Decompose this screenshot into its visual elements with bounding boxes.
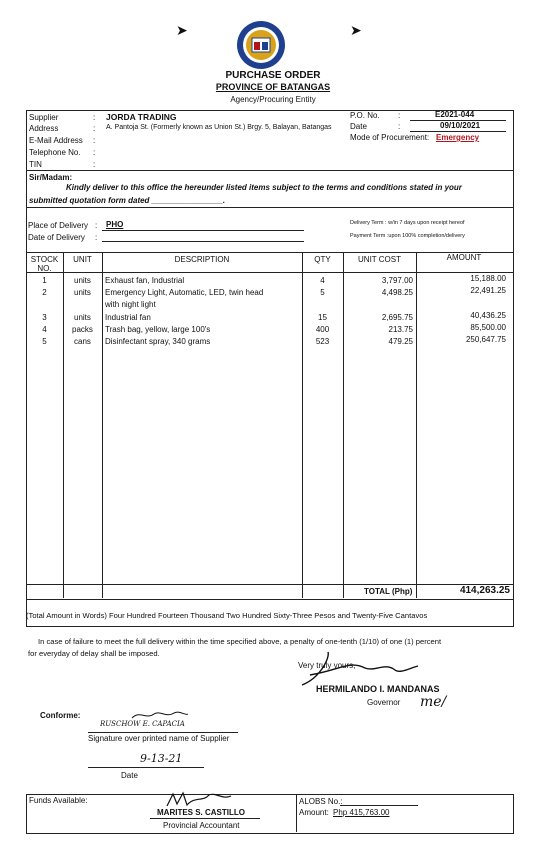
cell-qty: 4 (320, 276, 325, 285)
place-of-delivery-label: Place of Delivery (28, 221, 89, 230)
cell-description: Emergency Light, Automatic, LED, twin head (105, 288, 264, 297)
cell-unit-cost: 2,695.75 (381, 313, 413, 322)
mode-label: Mode of Procurement: (350, 133, 430, 142)
th-unit: UNIT (73, 255, 92, 264)
colon: : (93, 124, 96, 133)
conforme-date-value: 9-13-21 (140, 752, 183, 765)
po-number: E2021-044 (435, 110, 475, 119)
cell-qty: 15 (318, 313, 327, 322)
instruction-line-1: Kindly deliver to this office the hereunder listed items subject to the terms and conditions stated in your (66, 183, 462, 192)
delivery-term-label: Delivery Term (350, 220, 384, 226)
penalty-line-2: for everyday of delay shall be imposed. (28, 649, 160, 658)
po-date: 09/10/2021 (440, 121, 481, 130)
divider (26, 170, 513, 171)
colon: : (95, 221, 98, 230)
cell-unit: packs (72, 325, 93, 334)
colon: : (93, 160, 96, 169)
divider (26, 207, 513, 208)
colon: : (398, 122, 401, 131)
cell-qty: 523 (315, 337, 330, 346)
th-amount: AMOUNT (446, 253, 482, 262)
supplier-signature-line (88, 732, 238, 733)
delivery-term-value: w/in 7 days upon receipt hereof (388, 220, 465, 226)
footer-divider (296, 794, 297, 832)
col-line (63, 252, 64, 598)
amount-in-words: (Total Amount in Words) Four Hundred Fourteen Thousand Two Hundred Sixty-Three Pesos and Twenty-Five Cantavos (26, 611, 428, 620)
email-label: E-Mail Address (29, 136, 83, 145)
date-underline (410, 131, 506, 132)
delivery-date-underline (102, 241, 304, 242)
supplier-label: Supplier (29, 113, 59, 122)
po-label: P.O. No. (350, 111, 380, 120)
total-value: 414,263.25 (459, 585, 510, 596)
cell-unit-cost: 479.25 (388, 337, 413, 346)
supplier-signature-name: RUSCHOW E. CAPACIA (100, 720, 185, 728)
cell-unit: units (74, 288, 91, 297)
governor-title: Governor (367, 698, 401, 707)
cell-description: Industrial fan (105, 313, 151, 322)
place-underline (102, 230, 304, 231)
cell-unit-cost: 3,797.00 (381, 276, 413, 285)
date-of-delivery-label: Date of Delivery (28, 233, 85, 242)
cell-unit: cans (74, 337, 91, 346)
governor-name: HERMILANDO I. MANDANAS (316, 684, 440, 694)
amount-value: Php 415,763.00 (333, 808, 390, 817)
tin-label: TIN (29, 160, 42, 169)
accountant-title: Provincial Accountant (163, 821, 240, 830)
alobs-line (340, 805, 418, 806)
province-seal (236, 20, 286, 70)
conforme-date-caption: Date (121, 771, 138, 780)
col-line (302, 252, 303, 598)
th-unit-cost: UNIT COST (358, 255, 401, 264)
cell-amount: 22,491.25 (470, 286, 506, 295)
decorative-mark-right: ➤ (350, 22, 362, 38)
decorative-mark-left: ➤ (176, 22, 188, 38)
amount-label: Amount: (299, 808, 329, 817)
cell-amount: 40,436.25 (470, 311, 506, 320)
conforme-date-line (88, 767, 204, 768)
col-line (343, 252, 344, 598)
cell-unit: units (74, 276, 91, 285)
colon: : (398, 111, 401, 120)
cell-stock-no: 3 (42, 313, 47, 322)
colon: : (93, 136, 96, 145)
payment-term-value: upon 100% completion/delivery (388, 233, 465, 239)
footer-box (26, 794, 514, 834)
funds-available-label: Funds Available: (29, 796, 88, 805)
cell-amount: 15,188.00 (470, 274, 506, 283)
payment-term: Payment Term :upon 100% completion/delivery (350, 233, 465, 239)
address-value: A. Pantoja St. (Formerly known as Union St.) Brgy. 5, Balayan, Batangas (106, 124, 332, 131)
cell-description: Disinfectant spray, 340 grams (105, 337, 211, 346)
cell-description: Trash bag, yellow, large 100's (105, 325, 211, 334)
payment-term-label: Payment Term (350, 233, 386, 239)
cell-unit-cost: 4,498.25 (381, 288, 413, 297)
colon: : (95, 233, 98, 242)
mode-value: Emergency (436, 133, 480, 142)
alobs-label: ALOBS No.: (299, 797, 343, 806)
colon: : (93, 113, 96, 122)
col-line (416, 252, 417, 598)
colon: : (93, 148, 96, 157)
cell-stock-no: 5 (42, 337, 47, 346)
telephone-label: Telephone No. (29, 148, 81, 157)
cell-stock-no: 1 (42, 276, 47, 285)
cell-unit-cost: 213.75 (388, 325, 413, 334)
cell-unit: units (74, 313, 91, 322)
instruction-line-2: submitted quotation form dated ________________. (29, 196, 226, 205)
supplier-signature-caption: Signature over printed name of Supplier (88, 734, 230, 743)
supplier-signature (130, 708, 190, 722)
po-date-label: Date (350, 122, 367, 131)
province-name: PROVINCE OF BATANGAS (215, 82, 331, 92)
table-header-bottom (26, 272, 513, 273)
cell-description-cont: with night light (105, 300, 156, 309)
closing: Very truly yours, (298, 661, 356, 670)
cell-qty: 5 (320, 288, 325, 297)
place-of-delivery-value: PHO (106, 220, 124, 229)
total-label: TOTAL (Php) (364, 587, 413, 596)
col-line (102, 252, 103, 598)
salutation: Sir/Madam: (29, 173, 73, 182)
cell-stock-no: 4 (42, 325, 47, 334)
initials-mark: me/ (420, 694, 447, 710)
delivery-term: Delivery Term : w/in 7 days upon receipt hereof (350, 220, 465, 226)
supplier-name: JORDA TRADING (106, 112, 177, 122)
cell-description: Exhaust fan, Industrial (105, 276, 185, 285)
conforme-label: Conforme: (40, 711, 81, 720)
accountant-name: MARITES S. CASTILLO (157, 808, 245, 817)
cell-qty: 400 (315, 325, 330, 334)
accountant-line (150, 818, 260, 819)
th-description: DESCRIPTION (174, 255, 230, 264)
cell-stock-no: 2 (42, 288, 47, 297)
page-title: PURCHASE ORDER (225, 70, 321, 81)
th-stock-no: STOCK NO. (30, 255, 59, 273)
th-qty: QTY (314, 255, 331, 264)
agency-label: Agency/Procuring Entity (230, 95, 316, 104)
cell-amount: 250,647.75 (465, 335, 506, 344)
cell-amount: 85,500.00 (470, 323, 506, 332)
accountant-signature (165, 790, 235, 810)
address-label: Address (29, 124, 59, 133)
penalty-line-1: In case of failure to meet the full delivery within the time specified above, a penalty of one-tenth (1/10) of one (1) percent (38, 637, 442, 646)
